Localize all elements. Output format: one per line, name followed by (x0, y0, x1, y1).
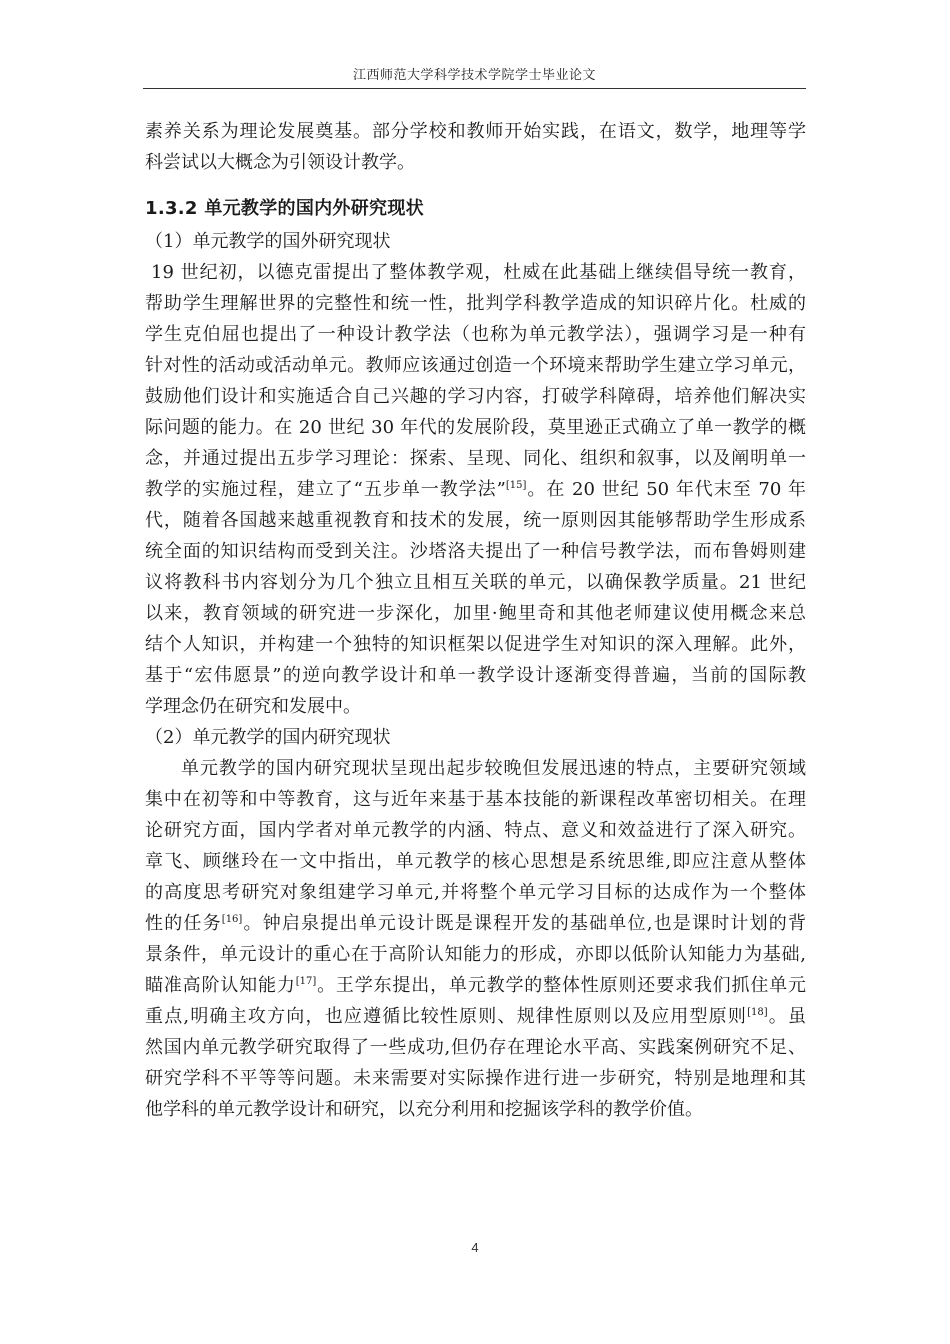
text-run: 。钟启泉提出单元设计既是课程开发的基础单位,也是课时计划的背 (242, 913, 807, 934)
paragraph-line: 际问题的能力。在 20 世纪 30 年代的发展阶段，莫里逊正式确立了单一教学的概 (145, 417, 806, 438)
paragraph-line: 代，随着各国越来越重视教育和技术的发展，统一原则因其能够帮助学生形成系 (145, 510, 806, 531)
paragraph-line: 单元教学的国内研究现状呈现出起步较晚但发展迅速的特点，主要研究领域 (181, 758, 806, 779)
paragraph-line-with-citation (145, 1001, 806, 1032)
header-rule (143, 88, 806, 89)
paragraph-line-with-citation (145, 970, 806, 1001)
text-run: 教学的实施过程，建立了“五步单一教学法” (145, 479, 506, 500)
paragraph-line-with-citation (145, 474, 806, 505)
paragraph-line: 以来，教育领域的研究进一步深化，加里·鲍里奇和其他老师建议使用概念来总 (145, 603, 806, 624)
citation-18: [18] (747, 1007, 768, 1018)
paragraph-line: 然国内单元教学研究取得了一些成功,但仍存在理论水平高、实践案例研究不足、 (145, 1037, 806, 1058)
spacer (145, 178, 806, 192)
paragraph-line: 基于“宏伟愿景”的逆向教学设计和单一教学设计逐渐变得普遍，当前的国际教 (145, 665, 806, 686)
page-number: 4 (471, 1240, 479, 1255)
citation-16: [16] (221, 914, 243, 925)
section-heading: 1.3.2 单元教学的国内外研究现状 (145, 198, 424, 219)
citation-15: [15] (505, 480, 527, 491)
paragraph-line: 研究学科不平等等问题。未来需要对实际操作进行进一步研究，特别是地理和其 (145, 1068, 806, 1089)
text-run: 瞄准高阶认知能力 (145, 975, 296, 996)
subsection-title-domestic: （2）单元教学的国内研究现状 (145, 727, 391, 748)
paragraph-line: 论研究方面，国内学者对单元教学的内涵、特点、意义和效益进行了深入研究。 (145, 820, 806, 841)
paragraph-line: 科尝试以大概念为引领设计教学。 (145, 152, 415, 173)
paragraph-line: 19 世纪初，以德克雷提出了整体教学观，杜威在此基础上继续倡导统一教育， (151, 262, 806, 283)
text-run: 重点,明确主攻方向，也应遵循比较性原则、规律性原则以及应用型原则 (145, 1006, 748, 1027)
paragraph-line: 议将教科书内容划分为几个独立且相互关联的单元，以确保教学质量。21 世纪 (145, 572, 806, 593)
paragraph-line: 素养关系为理论发展奠基。部分学校和教师开始实践，在语文，数学，地理等学 (145, 121, 806, 142)
text-run: 。王学东提出，单元教学的整体性原则还要求我们抓住单元 (316, 975, 807, 996)
paragraph-line: 帮助学生理解世界的完整性和统一性，批判学科教学造成的知识碎片化。杜威的 (145, 293, 806, 314)
text-run: 性的任务 (145, 913, 222, 934)
text-run: 。在 20 世纪 50 年代末至 70 年 (526, 479, 806, 500)
paragraph-line: 学生克伯屈也提出了一种设计教学法（也称为单元教学法），强调学习是一种有 (145, 324, 806, 345)
paragraph-line: 念，并通过提出五步学习理论：探索、呈现、同化、组织和叙事，以及阐明单一 (145, 448, 806, 469)
page-body (145, 116, 806, 1125)
subsection-title-foreign: （1）单元教学的国外研究现状 (145, 231, 391, 252)
citation-17: [17] (295, 976, 317, 987)
paragraph-line: 统全面的知识结构而受到关注。沙塔洛夫提出了一种信号教学法，而布鲁姆则建 (145, 541, 806, 562)
paragraph-line: 的高度思考研究对象组建学习单元,并将整个单元学习目标的达成作为一个整体 (145, 882, 806, 903)
paragraph-line-with-citation (145, 908, 806, 939)
running-header: 江西师范大学科学技术学院学士毕业论文 (352, 68, 596, 83)
paragraph-line: 针对性的活动或活动单元。教师应该通过创造一个环境来帮助学生建立学习单元， (145, 355, 806, 376)
paragraph-line: 景条件，单元设计的重心在于高阶认知能力的形成，亦即以低阶认知能力为基础, (145, 944, 806, 965)
paragraph-line: 学理念仍在研究和发展中。 (145, 696, 361, 717)
paragraph-line: 他学科的单元教学设计和研究，以充分利用和挖掘该学科的教学价值。 (145, 1099, 703, 1120)
text-run: 。虽 (767, 1006, 807, 1027)
paragraph-line: 集中在初等和中等教育，这与近年来基于基本技能的新课程改革密切相关。在理 (145, 789, 806, 810)
paragraph-line: 章飞、顾继玲在一文中指出，单元教学的核心思想是系统思维,即应注意从整体 (145, 851, 806, 872)
paragraph-line: 鼓励他们设计和实施适合自己兴趣的学习内容，打破学科障碍，培养他们解决实 (145, 386, 806, 407)
paragraph-line: 结个人知识，并构建一个独特的知识框架以促进学生对知识的深入理解。此外， (145, 634, 806, 655)
